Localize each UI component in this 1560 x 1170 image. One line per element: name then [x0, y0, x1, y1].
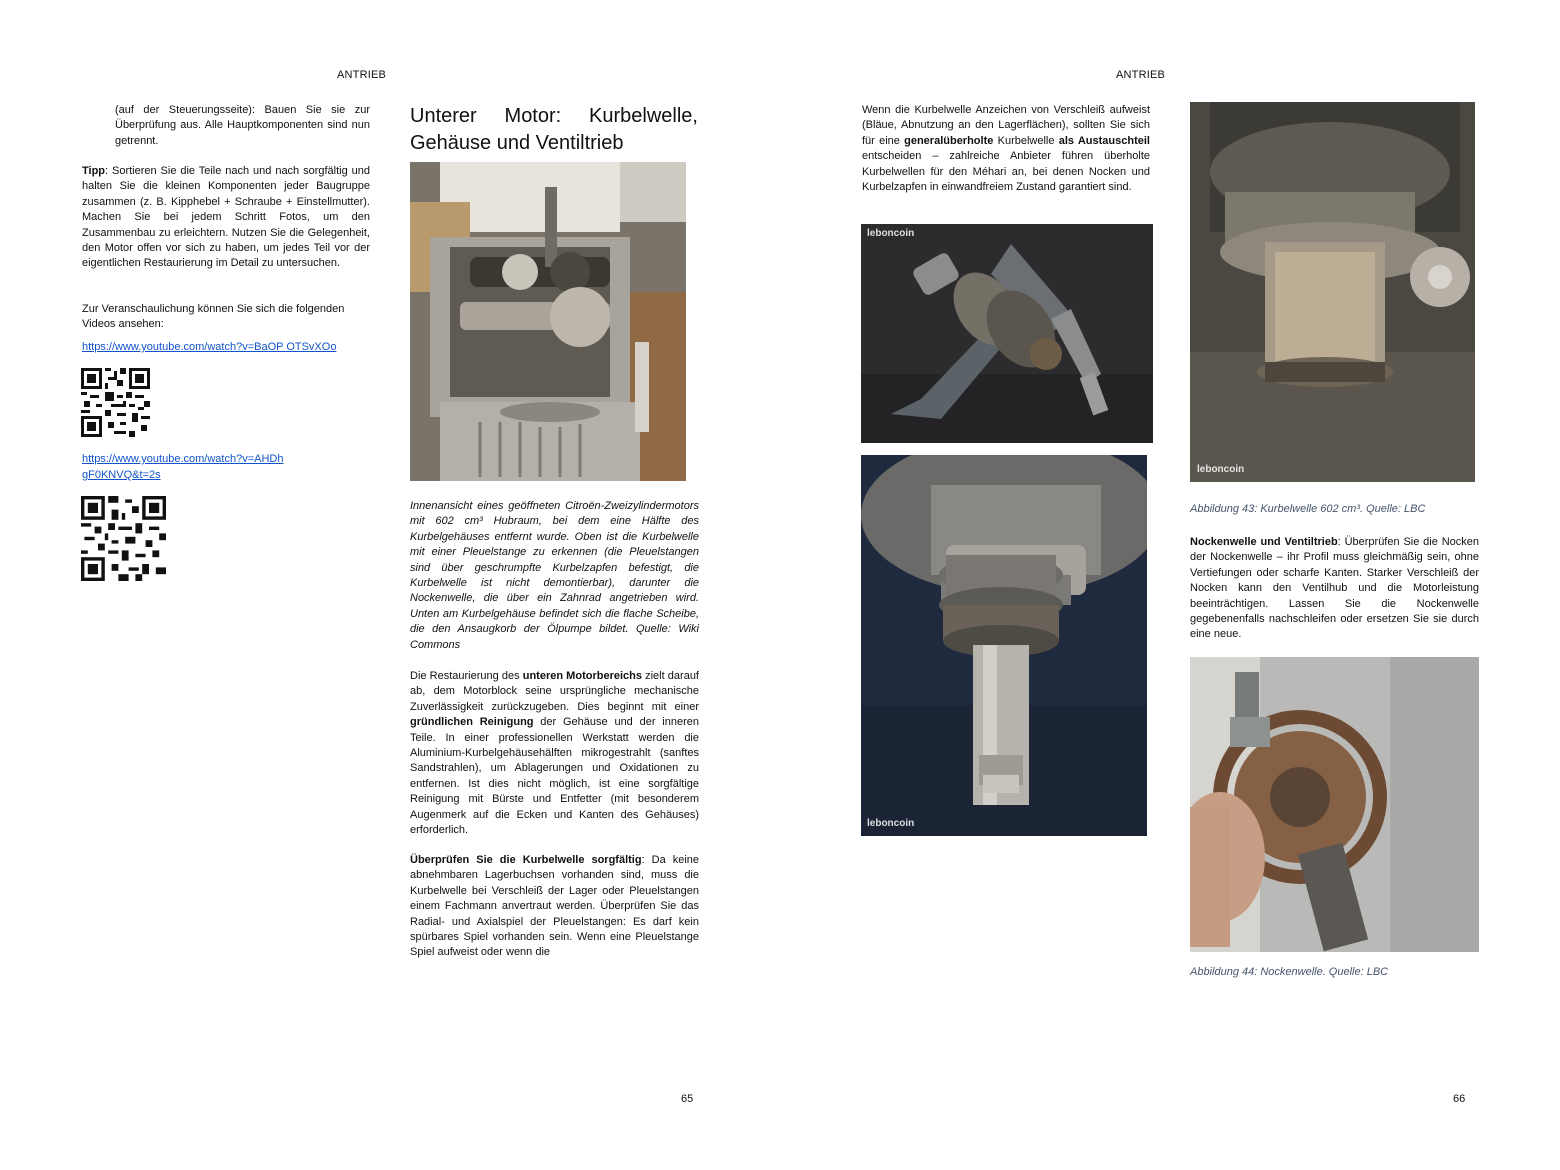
wear-paragraph — [862, 103, 1150, 195]
right-page-number: 66 — [1453, 1093, 1466, 1105]
restoration-paragraph — [410, 669, 699, 838]
restoration-text-c: der Gehäuse und der inneren Teile. In einer professionellen Werkstatt werden die Aluminium-Kurbelgehäusehälften mikrogestrahlt (sanftes Sandstrahlen), um Ablagerungen und Oxidationen zu entfernen. Ist dies nicht möglich, ist eine sorgfältige Reinigung mit Bürste und Entfetter (mit besonderem Augenmerk auf die Ecken und Kanten des Gehäuses) erforderlich. — [410, 716, 699, 837]
crankshaft-check-text: : Da keine abnehmbaren Lagerbuchsen vorhanden sind, muss die Kurbelwelle bei Verschleiß der Lager oder Pleuelstangen einem Fachmann anvertraut werden. Überprüfen Sie das Radial- und Axialspiel der Pleuelstangen: Es darf kein spürbares Spiel vorhanden sein. Wenn eine Pleuelstange Spiel aufweist oder wenn die — [410, 854, 700, 959]
crankshaft-check-bold: Überprüfen Sie die Kurbelwelle sorgfältig — [410, 854, 642, 866]
crankshaft-photo-2 — [861, 455, 1147, 836]
camshaft-paragraph — [1190, 535, 1479, 643]
restoration-bold-b: gründlichen Reinigung — [410, 716, 534, 729]
watermark-2: leboncoin — [867, 818, 915, 829]
engine-photo-caption: Innenansicht eines geöffneten Citroën-Zweizylindermotors mit 602 cm³ Hubraum, bei dem eine Hälfte des Kurbelgehäuses entfernt wurde. Oben ist die Kurbelwelle mit einer Pleuelstange zu erkennen (die Pleuelstangen sind über geschrumpfte Kurbelzapfen befestigt, die Kurbelwelle ist nicht demontierbar), darunter die Nockenwelle, die über ein Zahnrad angetrieben wird. Unten am Kurbelgehäuse befindet sich die flache Scheibe, die den Ansaugkorb der Ölpumpe bildet. Quelle: Wiki Commons — [410, 500, 699, 651]
watermark-1: leboncoin — [867, 228, 915, 239]
restoration-text-a: Die Restaurierung des — [410, 670, 523, 682]
section-heading — [410, 103, 698, 157]
section-heading-line1: Unterer Motor: Kurbelwelle, — [410, 105, 698, 127]
engine-interior-photo — [410, 162, 686, 481]
wear-bold-b: als Austauschteil — [1058, 134, 1150, 147]
camshaft-bold: Nockenwelle und Ventiltrieb — [1190, 536, 1338, 548]
tip-text: : Sortieren Sie die Teile nach und nach sorgfältig und halten Sie die kleinen Komponenten jeder Baugruppe zusammen (z. B. Kipphebel + Schraube + Einstellmutter). Machen Sie bei jedem Schritt Fotos, um den Zusammenbau zu erleichtern. Nutzen Sie die Gelegenheit, den Motor offen vor sich zu haben, um jedes Teil vor der eigentlichen Restaurierung im Detail zu untersuchen. — [82, 165, 370, 270]
video-link-2[interactable] — [82, 451, 283, 483]
restoration-text-b: zielt darauf ab, dem Motorblock seine ursprüngliche mechanische Zuverlässigkeit zurückzugeben. Dies beginnt mit einer — [410, 670, 699, 713]
tip-paragraph — [82, 164, 370, 272]
crankshaft-check-paragraph — [410, 853, 699, 961]
camshaft-text: : Überprüfen Sie die Nocken der Nockenwelle – ihr Profil muss gleichmäßig sein, ohne Vertiefungen oder scharfe Kanten. Starker Verschleiß der Nocken kann den Ventilhub und die Motorleistung beeinträchtigen. Lassen Sie die Nockenwelle gegebenenfalls nachschleifen oder ersetzen Sie sie durch eine neue. — [1190, 536, 1480, 641]
left-page-number: 65 — [681, 1093, 694, 1105]
restoration-bold-a: unteren Motorbereichs — [522, 670, 642, 682]
tip-label: Tipp — [82, 165, 106, 177]
list-continuation: (auf der Steuerungsseite): Bauen Sie sie zur Überprüfung aus. Alle Hauptkomponenten sind nun getrennt. — [115, 104, 370, 147]
camshaft-photo — [1190, 657, 1479, 952]
video-link-2-line1: https://www.youtube.com/watch?v=AHDh — [82, 453, 284, 465]
crankshaft-photo-1 — [861, 224, 1153, 443]
wear-text-c: entscheiden – zahlreiche Anbieter führen überholte Kurbelwellen für den Méhari an, bei denen Nocken und Kurbelzapfen in einwandfreiem Zustand garantiert sind. — [862, 150, 1150, 194]
qr-code-1 — [81, 368, 150, 437]
videos-intro: Zur Veranschaulichung können Sie sich die folgenden Videos ansehen: — [82, 303, 345, 331]
wear-text-b: Kurbelwelle — [993, 134, 1059, 147]
figure-44-caption: Abbildung 44: Nockenwelle. Quelle: LBC — [1190, 966, 1389, 978]
section-heading-line2: Gehäuse und Ventiltrieb — [410, 132, 624, 154]
right-page-header: ANTRIEB — [1116, 69, 1166, 81]
wear-text-a: Wenn die Kurbelwelle Anzeichen von Verschleiß aufweist (Bläue, Abnutzung an den Lagerflächen), sollten Sie sich für eine — [862, 104, 1150, 147]
video-link-1[interactable]: https://www.youtube.com/watch?v=BaOP OTSvXOo — [82, 341, 337, 353]
crankshaft-photo-3 — [1190, 102, 1475, 482]
watermark-3: leboncoin — [1197, 464, 1245, 475]
figure-43-caption: Abbildung 43: Kurbelwelle 602 cm³. Quelle: LBC — [1190, 503, 1426, 515]
video-link-2-line2: gF0KNVQ&t=2s — [82, 469, 161, 481]
wear-bold-a: generalüberholte — [904, 134, 994, 147]
left-page-header: ANTRIEB — [337, 69, 387, 81]
qr-code-2 — [81, 496, 166, 581]
